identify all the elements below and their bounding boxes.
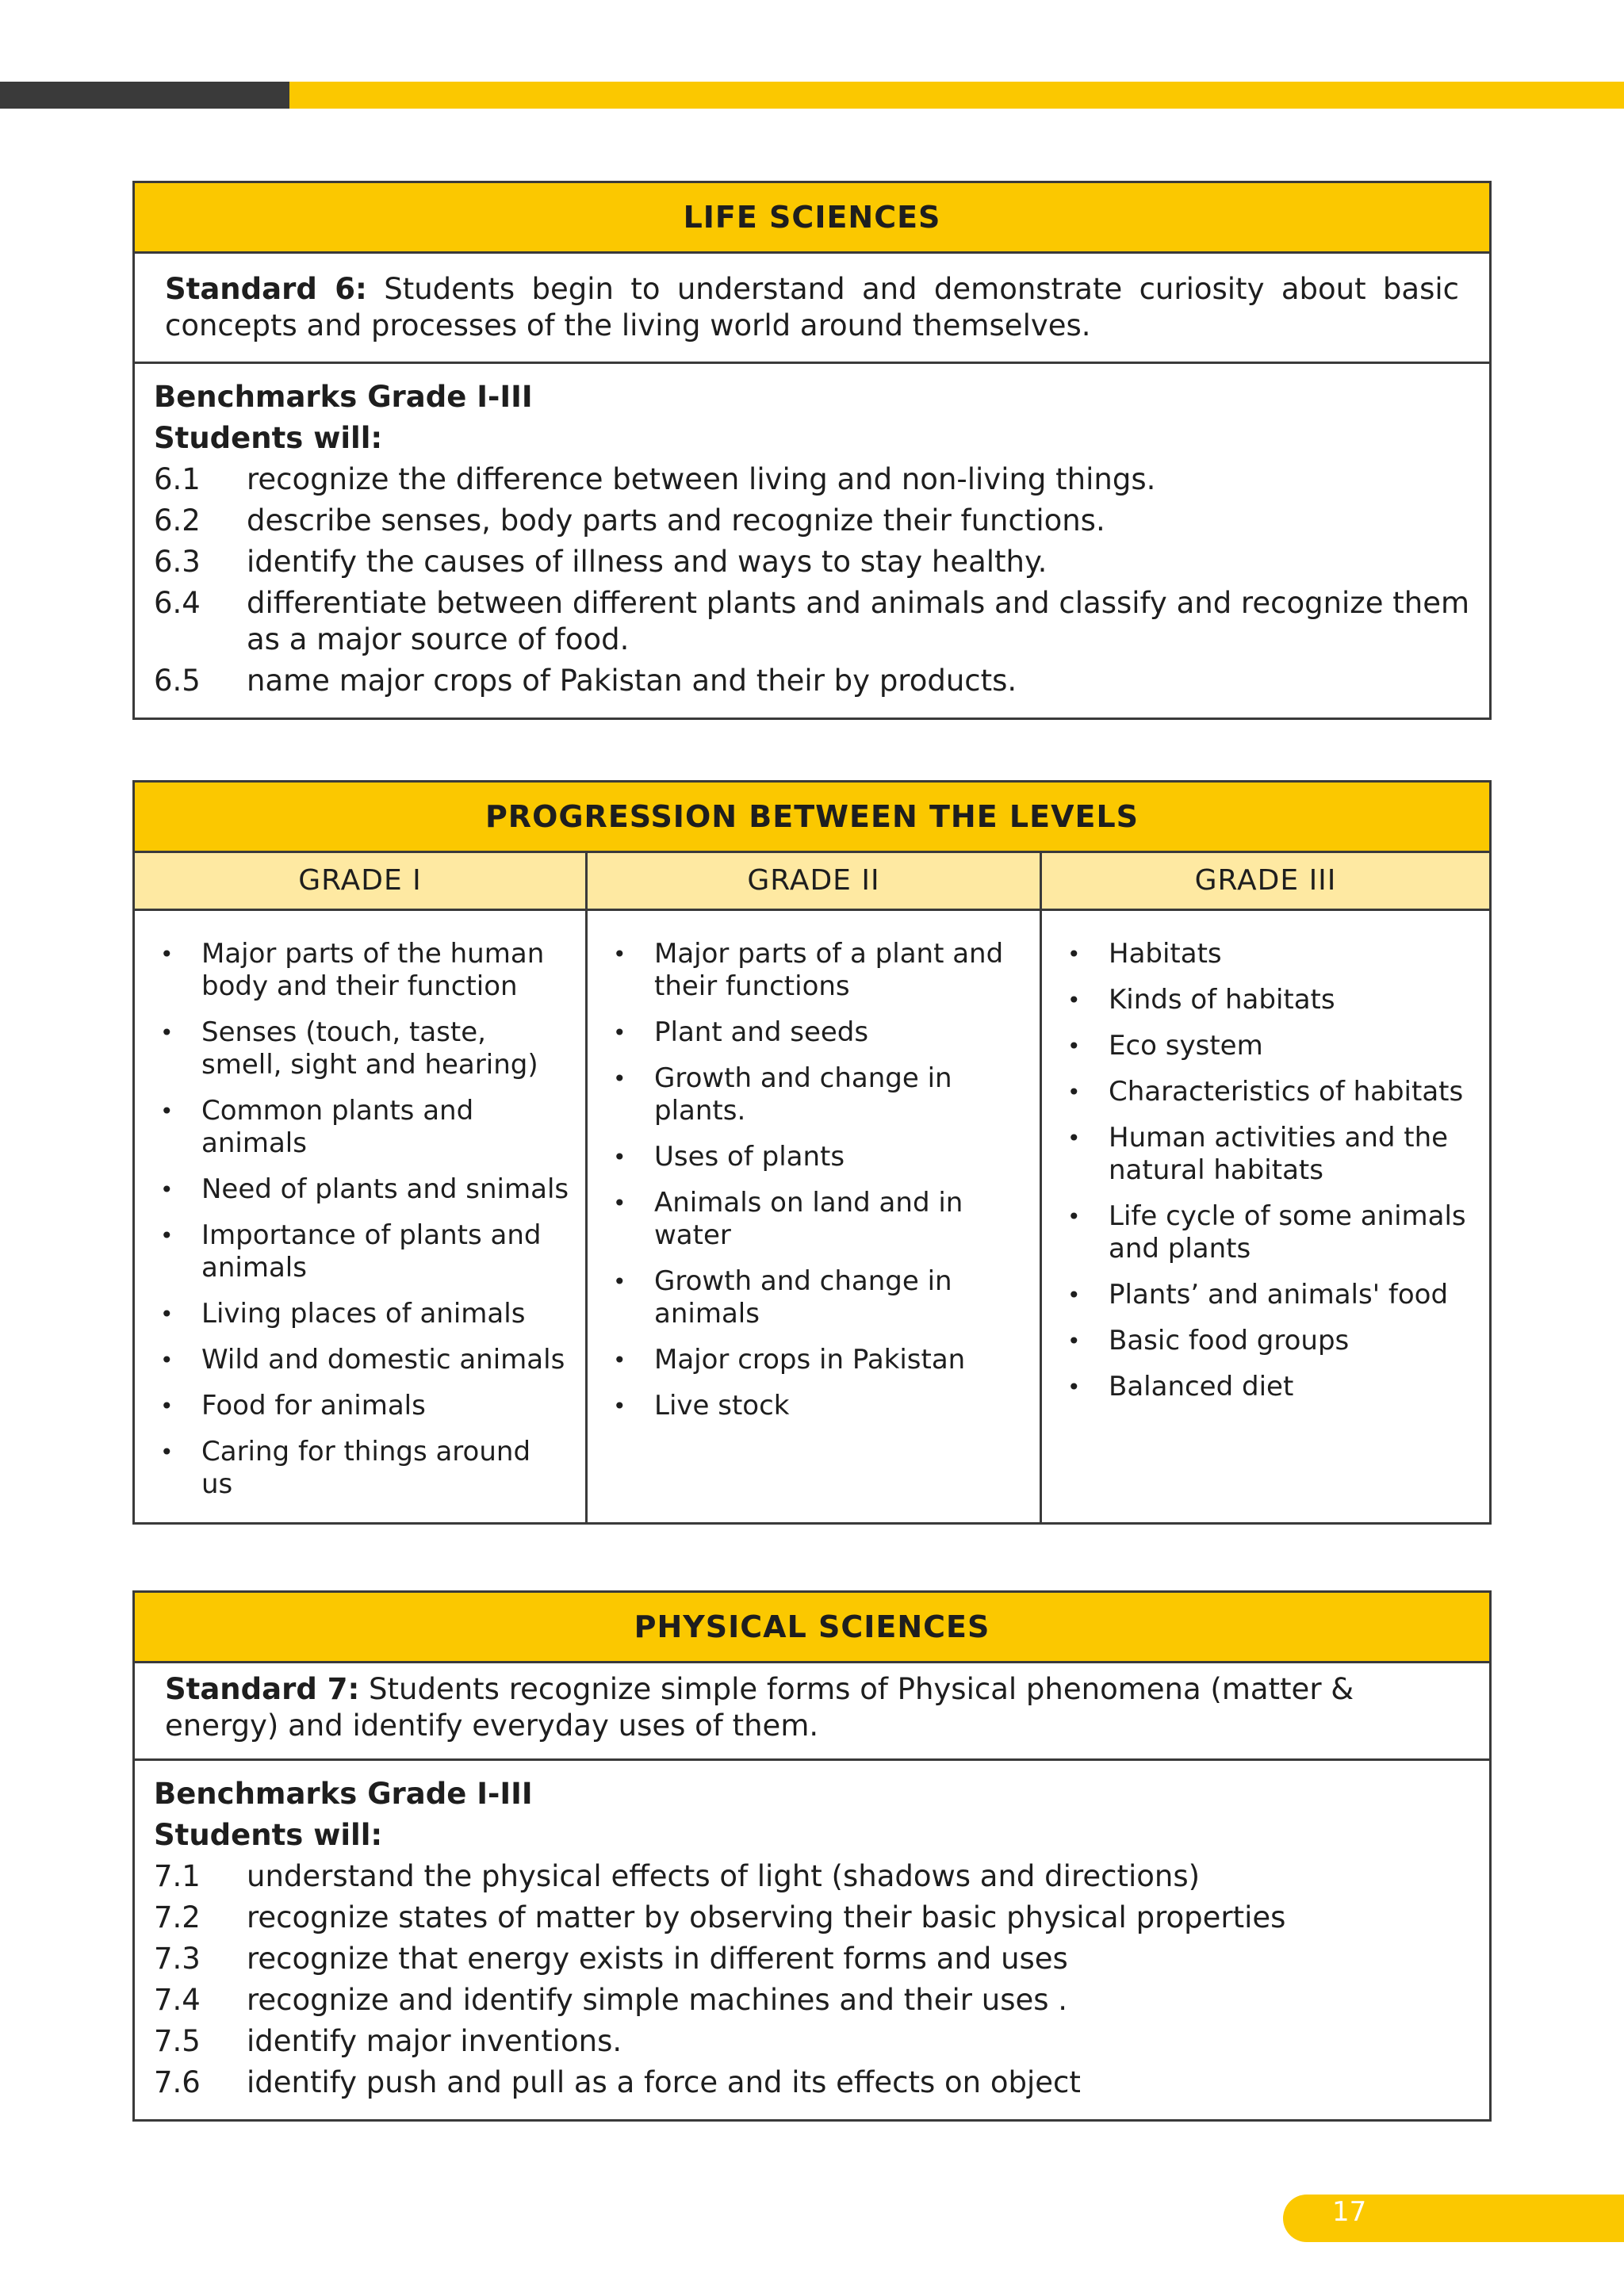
benchmark-item bbox=[154, 583, 1470, 660]
benchmark-text: identify major inventions. bbox=[247, 2024, 622, 2058]
benchmark-text: identify the causes of illness and ways to stay healthy. bbox=[247, 545, 1048, 579]
benchmark-item bbox=[154, 2021, 1470, 2062]
benchmarks-heading: Benchmarks Grade I-III bbox=[154, 380, 533, 414]
students-will-label: Students will: bbox=[154, 1818, 383, 1852]
grade-column bbox=[588, 853, 1042, 1522]
standard-7 bbox=[135, 1663, 1489, 1761]
benchmark-list bbox=[154, 1856, 1470, 2103]
topic-item: • Animals on land and in water bbox=[613, 1187, 1024, 1252]
benchmark-text: understand the physical effects of light (shadows and directions) bbox=[247, 1859, 1201, 1893]
benchmark-item bbox=[154, 459, 1470, 500]
life-sciences-benchmarks bbox=[135, 364, 1489, 718]
grade-header: GRADE III bbox=[1042, 853, 1489, 911]
benchmark-number: 6.3 bbox=[154, 545, 201, 579]
benchmark-item bbox=[154, 541, 1470, 583]
topic-item: • Kinds of habitats bbox=[1067, 984, 1473, 1016]
topic-item: • Caring for things around us bbox=[160, 1436, 569, 1501]
physical-sciences-benchmarks bbox=[135, 1761, 1489, 2119]
physical-sciences-title: PHYSICAL SCIENCES bbox=[135, 1593, 1489, 1663]
benchmark-text: recognize and identify simple machines and their uses . bbox=[247, 1983, 1068, 2017]
physical-sciences-panel bbox=[132, 1590, 1492, 2122]
benchmark-number: 7.5 bbox=[154, 2024, 201, 2058]
benchmark-number: 6.4 bbox=[154, 586, 201, 620]
benchmark-text: recognize that energy exists in different forms and uses bbox=[247, 1942, 1068, 1976]
benchmark-item bbox=[154, 1856, 1470, 1897]
header-bar-accent bbox=[289, 82, 1624, 109]
topic-item: • Growth and change in plants. bbox=[613, 1062, 1024, 1127]
grade-header: GRADE I bbox=[135, 853, 585, 911]
topic-item: • Need of plants and snimals bbox=[160, 1173, 569, 1206]
topic-item: • Characteristics of habitats bbox=[1067, 1076, 1473, 1108]
page-number: 17 bbox=[1332, 2196, 1367, 2228]
benchmark-number: 6.1 bbox=[154, 462, 201, 496]
topic-item: • Habitats bbox=[1067, 938, 1473, 970]
topic-item: • Eco system bbox=[1067, 1030, 1473, 1062]
topic-item: • Importance of plants and animals bbox=[160, 1219, 569, 1284]
topic-item: • Living places of animals bbox=[160, 1298, 569, 1330]
benchmark-item bbox=[154, 2062, 1470, 2103]
progression-title: PROGRESSION BETWEEN THE LEVELS bbox=[135, 783, 1489, 853]
benchmark-text: recognize the difference between living and non-living things. bbox=[247, 462, 1156, 496]
benchmark-text: identify push and pull as a force and its effects on object bbox=[247, 2065, 1081, 2099]
standard-6-label: Standard 6: bbox=[165, 272, 367, 306]
students-will-label: Students will: bbox=[154, 421, 383, 455]
topic-item: • Human activities and the natural habitats bbox=[1067, 1122, 1473, 1187]
topic-list bbox=[1042, 911, 1489, 1425]
grade-header: GRADE II bbox=[588, 853, 1040, 911]
topic-list bbox=[588, 911, 1040, 1444]
benchmark-number: 6.5 bbox=[154, 664, 201, 698]
life-sciences-panel bbox=[132, 181, 1492, 720]
topic-item: • Growth and change in animals bbox=[613, 1265, 1024, 1330]
topic-item: • Live stock bbox=[613, 1390, 1024, 1422]
benchmark-number: 6.2 bbox=[154, 503, 201, 538]
topic-item: • Major crops in Pakistan bbox=[613, 1344, 1024, 1376]
benchmark-text: name major crops of Pakistan and their by products. bbox=[247, 664, 1017, 698]
topic-item: • Major parts of a plant and their functions bbox=[613, 938, 1024, 1003]
benchmark-number: 7.6 bbox=[154, 2065, 201, 2099]
standard-7-text: Students recognize simple forms of Physical phenomena (matter & energy) and identify everyday uses of them. bbox=[165, 1672, 1354, 1743]
benchmarks-heading: Benchmarks Grade I-III bbox=[154, 1777, 533, 1811]
life-sciences-title: LIFE SCIENCES bbox=[135, 183, 1489, 254]
benchmark-item bbox=[154, 1897, 1470, 1938]
topic-item: • Food for animals bbox=[160, 1390, 569, 1422]
progression-table bbox=[135, 853, 1489, 1522]
topic-item: • Senses (touch, taste, smell, sight and hearing) bbox=[160, 1016, 569, 1081]
benchmark-list bbox=[154, 459, 1470, 702]
topic-item: • Balanced diet bbox=[1067, 1371, 1473, 1403]
benchmark-item bbox=[154, 500, 1470, 541]
topic-item: • Plants’ and animals' food bbox=[1067, 1279, 1473, 1311]
topic-item: • Life cycle of some animals and plants bbox=[1067, 1200, 1473, 1265]
benchmark-text: describe senses, body parts and recognize their functions. bbox=[247, 503, 1105, 538]
benchmark-number: 7.2 bbox=[154, 1900, 201, 1934]
benchmark-item bbox=[154, 1980, 1470, 2021]
grade-column bbox=[1042, 853, 1489, 1522]
benchmark-number: 7.4 bbox=[154, 1983, 201, 2017]
benchmark-item bbox=[154, 660, 1470, 702]
topic-item: • Basic food groups bbox=[1067, 1325, 1473, 1357]
topic-list bbox=[135, 911, 585, 1522]
benchmark-text: recognize states of matter by observing their basic physical properties bbox=[247, 1900, 1286, 1934]
benchmark-number: 7.1 bbox=[154, 1859, 201, 1893]
grade-column bbox=[135, 853, 588, 1522]
header-bar-dark bbox=[0, 82, 289, 109]
topic-item: • Major parts of the human body and their function bbox=[160, 938, 569, 1003]
benchmark-number: 7.3 bbox=[154, 1942, 201, 1976]
benchmark-text: differentiate between different plants and animals and classify and recognize them as a major source of food. bbox=[247, 586, 1470, 656]
topic-item: • Common plants and animals bbox=[160, 1095, 569, 1160]
progression-panel bbox=[132, 780, 1492, 1525]
benchmark-item bbox=[154, 1938, 1470, 1980]
topic-item: • Wild and domestic animals bbox=[160, 1344, 569, 1376]
standard-7-label: Standard 7: bbox=[165, 1672, 360, 1706]
standard-6 bbox=[135, 254, 1489, 364]
topic-item: • Uses of plants bbox=[613, 1141, 1024, 1173]
standard-6-text: Students begin to understand and demonstrate curiosity about basic concepts and processes of the living world around themselves. bbox=[165, 272, 1459, 342]
topic-item: • Plant and seeds bbox=[613, 1016, 1024, 1049]
